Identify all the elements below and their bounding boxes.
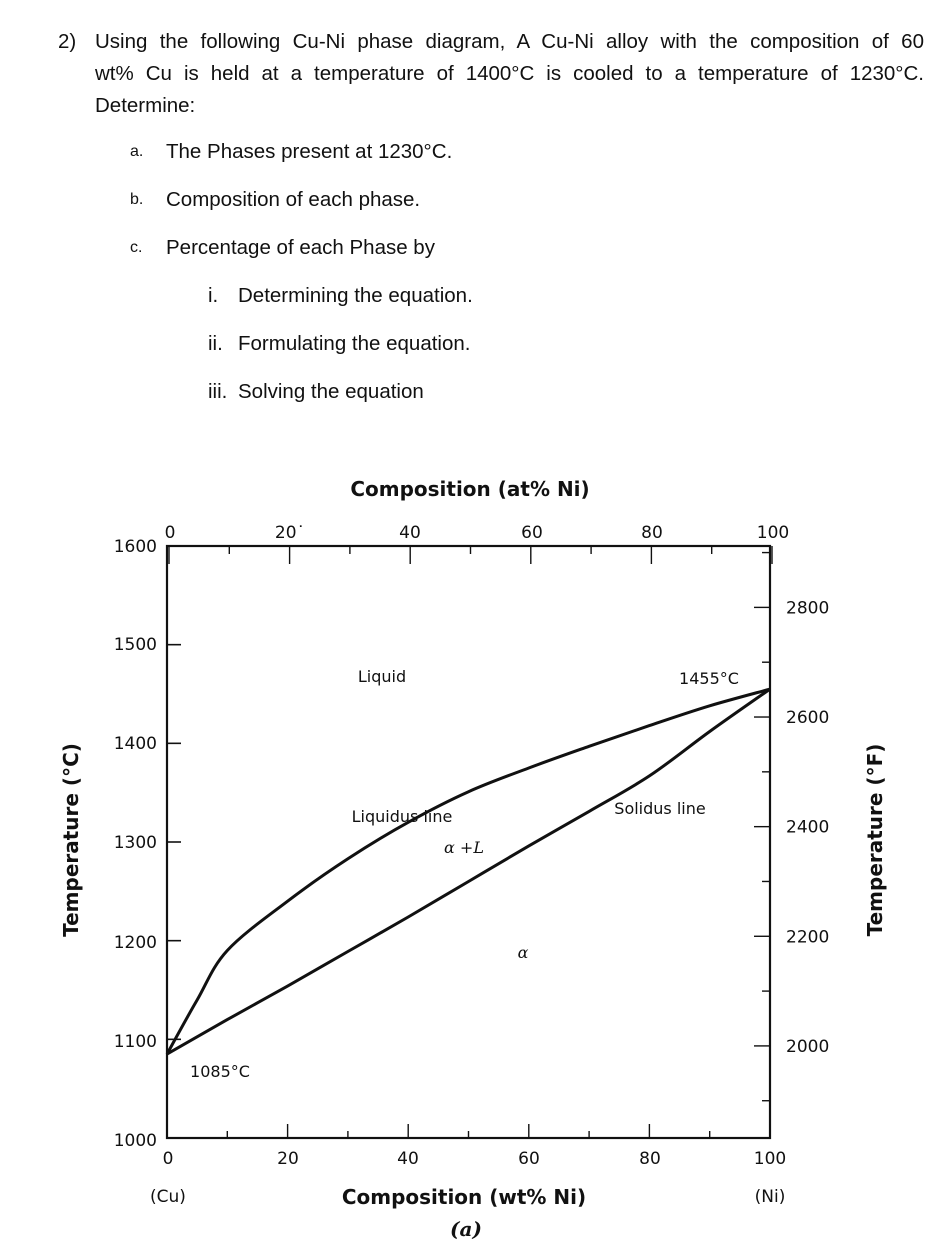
region-label-alpha-plus-liquid: α +L xyxy=(444,838,484,857)
left-axis-title: Temperature (°C) xyxy=(59,743,83,937)
subitem-marker-iii: iii. xyxy=(208,380,228,403)
bottom-axis-title: Composition (wt% Ni) xyxy=(341,1185,587,1209)
y-tick-label-1000: 1000 xyxy=(113,1131,157,1151)
label-liquidus-line: Liquidus line xyxy=(351,807,453,826)
item-marker-a: a. xyxy=(130,143,144,160)
x-end-label-cu: (Cu) xyxy=(150,1187,186,1207)
x-tick-label-100: 100 xyxy=(753,1149,787,1169)
subitem-text-i: Determining the equation. xyxy=(238,284,473,307)
x-tick-label-80: 80 xyxy=(639,1149,661,1169)
question-line-2 xyxy=(95,58,924,90)
phase-diagram xyxy=(0,460,934,1256)
top-tick-label-100: 100 xyxy=(756,523,790,543)
question-text-line-2: wt% Cu is held at a temperature of 1400°C is cooled to a temperature of 1230°C. xyxy=(95,62,924,85)
y2-tick-label-2800: 2800 xyxy=(786,598,830,619)
top-axis-title: Composition (at% Ni) xyxy=(350,477,590,501)
solidus-curve xyxy=(167,689,770,1054)
region-label-alpha: α xyxy=(517,943,529,962)
question-text-line-1: Using the following Cu-Ni phase diagram, A Cu-Ni alloy with the composition of 60 xyxy=(95,30,924,53)
x-tick-label-40: 40 xyxy=(397,1149,419,1169)
item-marker-b: b. xyxy=(130,191,144,208)
y-tick-label-1100: 1100 xyxy=(113,1032,157,1052)
label-ni-melting-point: 1455°C xyxy=(679,669,739,688)
phase-curves xyxy=(167,689,770,1054)
item-text-a: The Phases present at 1230°C. xyxy=(166,140,453,163)
y2-tick-label-2200: 2200 xyxy=(786,927,830,948)
top-tick-label-0: 0 xyxy=(164,523,176,543)
figure-subcaption: (a) xyxy=(450,1217,482,1241)
x-end-label-ni: (Ni) xyxy=(754,1187,786,1207)
x-tick-label-0: 0 xyxy=(162,1149,174,1169)
y-tick-label-1200: 1200 xyxy=(113,933,157,953)
y2-tick-label-2400: 2400 xyxy=(786,817,830,838)
subitem-text-iii: Solving the equation xyxy=(238,380,424,403)
region-label-liquid: Liquid xyxy=(357,667,407,686)
question-text-line-3: Determine: xyxy=(95,94,196,117)
item-marker-c: c. xyxy=(130,239,143,256)
top-tick-label-20: 20˙ xyxy=(274,523,306,543)
x-tick-label-60: 60 xyxy=(518,1149,540,1169)
y-tick-label-1300: 1300 xyxy=(113,833,157,853)
subitem-marker-i: i. xyxy=(208,284,219,307)
top-tick-label-60: 60 xyxy=(521,523,543,543)
y-tick-label-1500: 1500 xyxy=(113,635,157,655)
y2-tick-label-2000: 2000 xyxy=(786,1036,830,1057)
subitem-text-ii: Formulating the equation. xyxy=(238,332,471,355)
subitem-marker-ii: ii. xyxy=(208,332,223,355)
y2-tick-label-2600: 2600 xyxy=(786,708,830,729)
label-cu-melting-point: 1085°C xyxy=(190,1062,250,1081)
liquidus-curve xyxy=(167,689,770,1054)
item-text-c: Percentage of each Phase by xyxy=(166,236,435,259)
top-tick-label-40: 40 xyxy=(399,523,421,543)
y-tick-label-1600: 1600 xyxy=(113,537,157,557)
y-tick-label-1400: 1400 xyxy=(113,734,157,754)
item-text-b: Composition of each phase. xyxy=(166,188,421,211)
label-solidus-line: Solidus line xyxy=(614,799,706,818)
right-axis-title: Temperature (°F) xyxy=(863,743,887,937)
right-axis-labels xyxy=(786,598,829,1057)
top-tick-label-80: 80 xyxy=(641,523,663,543)
x-tick-label-20: 20 xyxy=(277,1149,299,1169)
question-number: 2) xyxy=(58,30,77,53)
